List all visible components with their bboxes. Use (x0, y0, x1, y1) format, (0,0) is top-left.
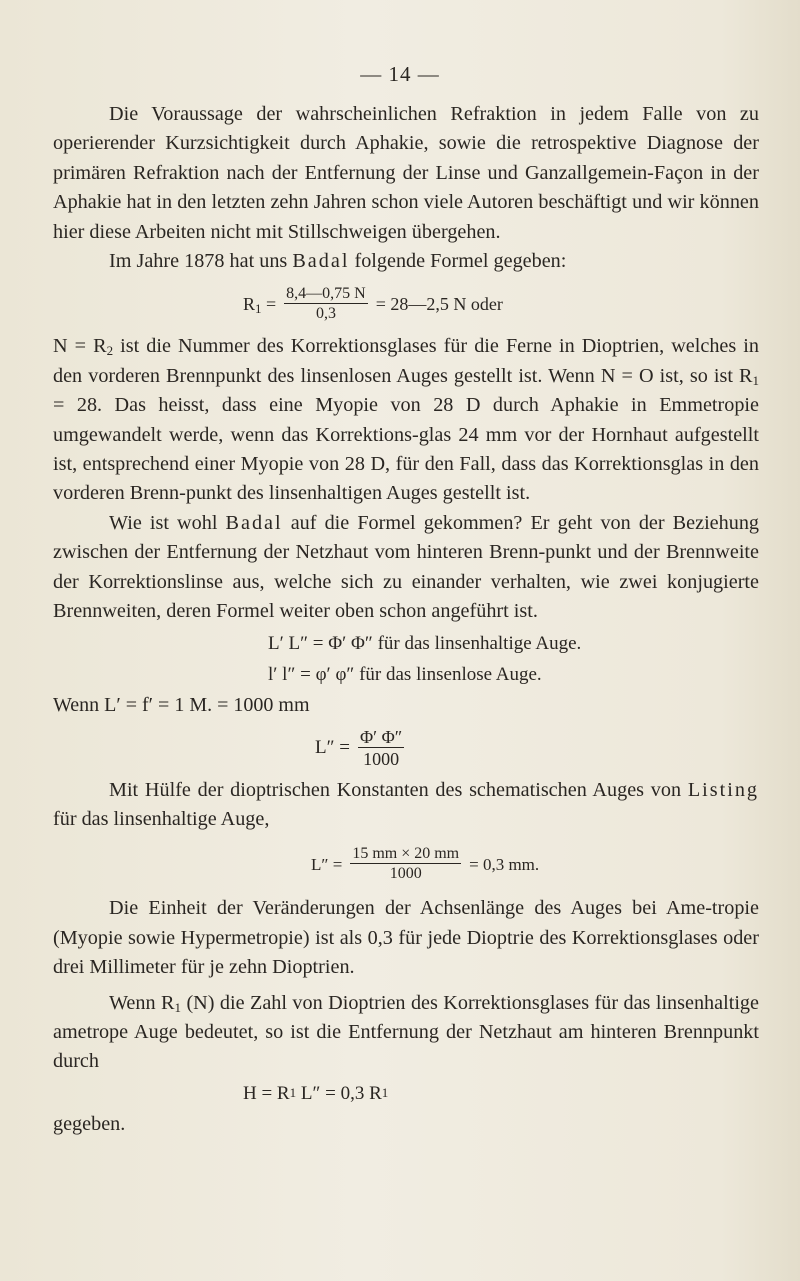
page-body (53, 100, 759, 1139)
paragraph-n-definition: $N = R_2$ ist die Nummer des Korrektionsglases für die Ferne in Dioptrien, welches in den vorderen Brennpunkt des linsenlosen Auges gestellt ist. Wenn N = O ist, so ist $R_1 = 28$. Das heisst, dass eine Myopie von 28 D durch Aphakie in Emmetropie umgewandelt werde, wenn das Korrektions-glas 24 mm vor der Hornhaut aufgestellt ist, entsprechend einer Myopie von 28 D, für den Fall, dass das Korrektionsglas in den vorderen Brenn-punkt des linsenhaltigen Auges gestellt ist. (53, 335, 759, 505)
fraction-badal: $\frac{8,4—0,75 N}{0,3}$ (286, 285, 366, 323)
formula-badal: $R_1$ = $\frac{8,4—0,75 N}{0,3}$ = 28—2,5 N oder (243, 285, 503, 323)
formula-listing: L″ = $\frac{15 mm \times 20 mm}{1000}$ = 0,3 mm. (311, 845, 540, 883)
paragraph-gegeben: gegeben. (53, 1112, 126, 1135)
formula-wenn: Wenn L′ = f′ = 1 M. = 1000 mm (53, 694, 310, 716)
formula-l-fraction: L″ = $\frac{\Phi' \Phi''}{1000}$ (315, 726, 403, 769)
page-number: — 14 — (360, 62, 440, 86)
formula-h: H = R 1 L″ = 0,3 R 1 (243, 1082, 389, 1104)
paragraph-derivation: Wie ist wohl Badal auf die Formel gekommen? Er geht von der Beziehung zwischen der Entfernung der Netzhaut vom hinteren Brenn-punkt und der Brennweite der Korrektionslinse aus, welche sich zu einander verhalten, wie zwei konjugierte Brennweiten, deren Formel weiter oben schon angeführt ist. (53, 511, 760, 623)
paragraph-intro: Die Voraussage der wahrscheinlichen Refraktion in jedem Falle von zu operierender Kurzsichtigkeit durch Aphakie, sowie die retrospektive Diagnose der primären Refraktion nach der Entfernung der Linse und Ganzallgemein-Façon in der Aphakie hat in den letzten zehn Jahren schon viele Autoren beschäftigt und wir können hier diese Arbeiten nicht mit Stillschweigen übergehen. (53, 103, 759, 243)
author-name-badal: Badal (292, 250, 350, 273)
paragraph-listing: Mit Hülfe der dioptrischen Konstanten des schematischen Auges von Listing für das linsenhaltige Auge, (53, 778, 760, 830)
formula-conjugate-2: l′ l″ = φ′ φ″ für das linsenlose Auge. (268, 663, 542, 685)
paragraph-wenn-r1: Wenn $R_1$ (N) die Zahl von Dioptrien des Korrektionsglases für das linsenhaltige ametrope Auge bedeutet, so ist die Entfernung der Netzhaut am hinteren Brennpunkt durch (53, 991, 759, 1073)
author-name-listing: Listing (687, 778, 760, 801)
paragraph-einheit: Die Einheit der Veränderungen der Achsenlänge des Auges bei Ame-tropie (Myopie sowie Hypermetropie) ist als 0,3 für jede Dioptrie des Korrektionsglases oder drei Millimeter für je zehn Dioptrien. (53, 897, 759, 979)
formula-conjugate-1: L′ L″ = Φ′ Φ″ für das linsenhaltige Auge. (268, 632, 582, 654)
author-name-badal-2: Badal (225, 511, 283, 534)
paragraph-badal-intro: Im Jahre 1878 hat uns Badal folgende Formel gegeben: (109, 250, 567, 273)
